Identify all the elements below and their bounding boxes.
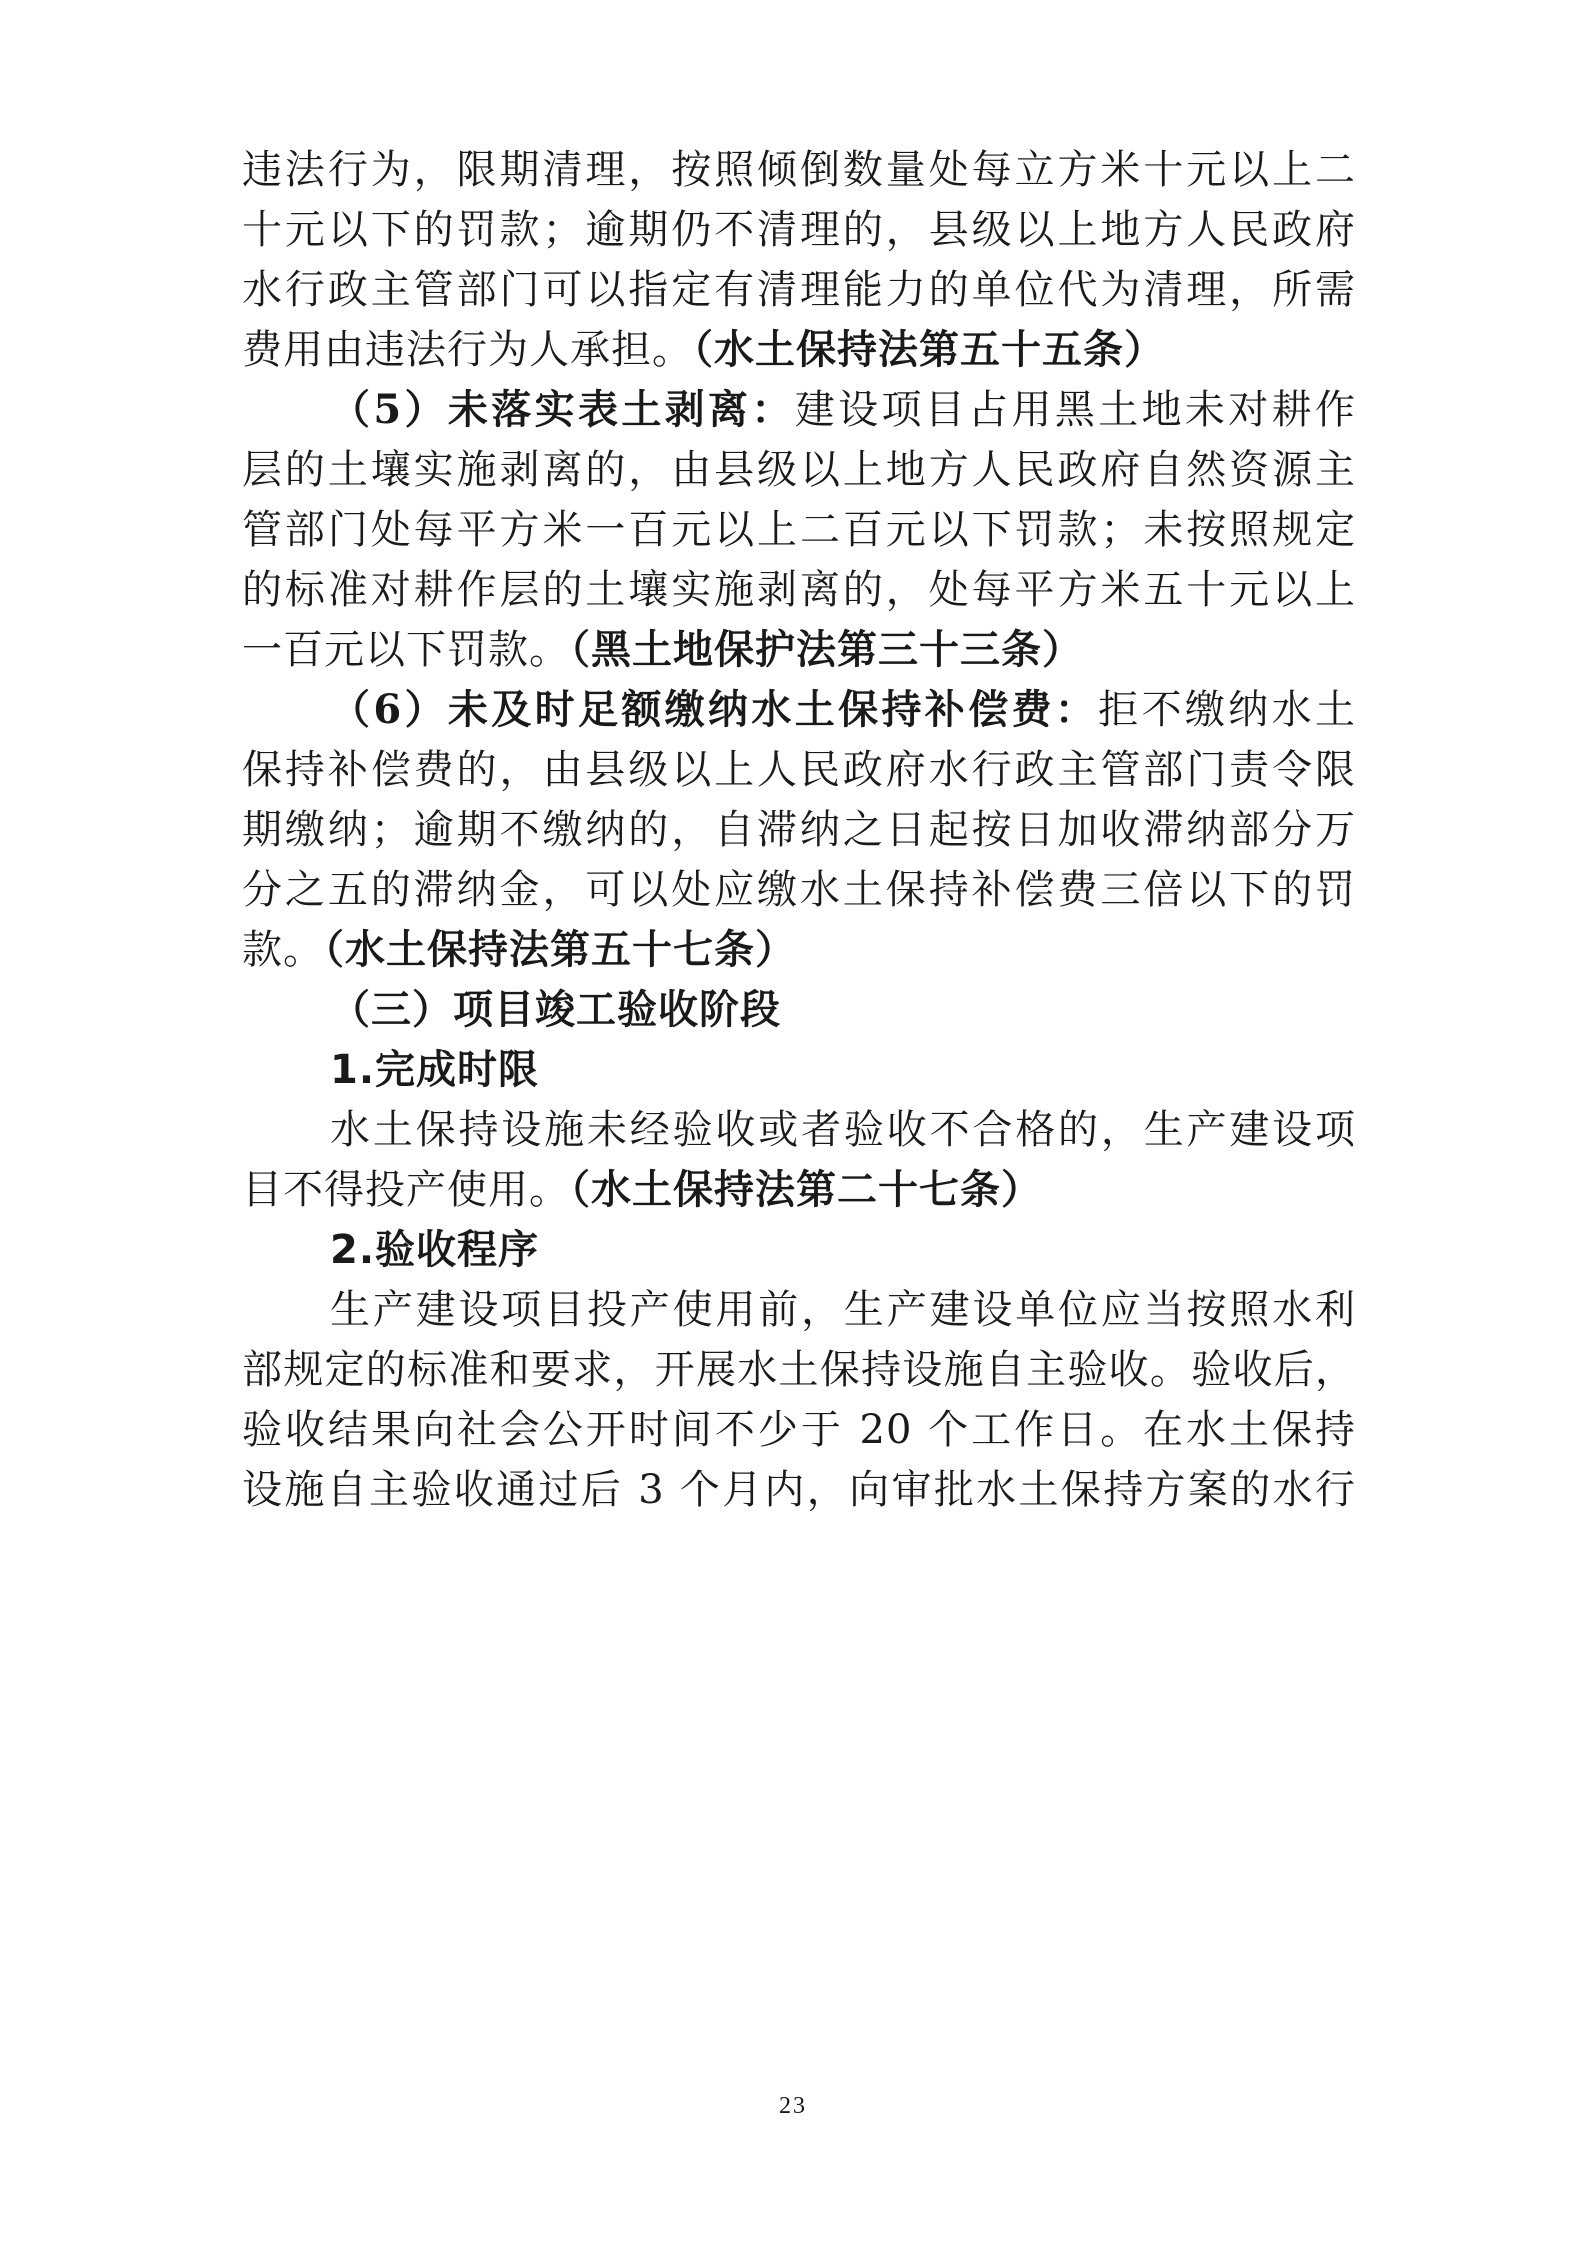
line-text: 水土保持设施未经验收或者验收不合格的，生产建设项 xyxy=(330,1107,1356,1153)
line-text: 设施自主验收通过后 3 个月内，向审批水土保持方案的水行 xyxy=(242,1467,1356,1513)
item-label: （5）未落实表土剥离： xyxy=(330,386,795,433)
legal-reference: （水土保持法第二十七条） xyxy=(570,1166,1042,1213)
line-text: 款。 xyxy=(242,927,324,973)
legal-reference: （水土保持法第五十五条） xyxy=(693,326,1165,373)
line-text: 违法行为，限期清理，按照倾倒数量处每立方米十元以上二 xyxy=(242,147,1356,193)
text-line-6 xyxy=(242,447,1356,493)
legal-reference: （水土保持法第五十七条） xyxy=(324,926,796,973)
text-line-4 xyxy=(242,326,1356,373)
line-text: 生产建设项目投产使用前，生产建设单位应当按照水利 xyxy=(330,1287,1356,1333)
text-line-18 xyxy=(242,1166,1356,1213)
line-text: 目不得投产使用。 xyxy=(242,1167,570,1213)
text-line-8 xyxy=(242,567,1356,613)
line-text: 拒不缴纳水土 xyxy=(1098,687,1356,733)
text-line-2 xyxy=(242,207,1356,253)
text-line-9 xyxy=(242,626,1356,673)
text-line-5 xyxy=(330,386,1356,433)
line-text: 分之五的滞纳金，可以处应缴水土保持补偿费三倍以下的罚 xyxy=(242,867,1356,913)
line-text: 部规定的标准和要求，开展水土保持设施自主验收。验收后， xyxy=(242,1347,1356,1393)
text-line-17 xyxy=(330,1107,1356,1153)
heading-text: 1.完成时限 xyxy=(330,1047,540,1093)
line-text: 建设项目占用黑土地未对耕作 xyxy=(794,387,1356,433)
text-line-21 xyxy=(242,1347,1356,1393)
line-text: 验收结果向社会公开时间不少于 20 个工作日。在水土保持 xyxy=(242,1407,1356,1453)
page-number: 23 xyxy=(779,2093,807,2119)
text-line-13 xyxy=(242,867,1356,913)
text-line-7 xyxy=(242,507,1356,553)
legal-reference: （黑土地保护法第三十三条） xyxy=(570,626,1083,673)
text-line-11 xyxy=(242,747,1356,793)
section-heading xyxy=(330,987,1356,1033)
text-line-14 xyxy=(242,926,1356,973)
line-text: 管部门处每平方米一百元以上二百元以下罚款；未按照规定 xyxy=(242,507,1356,553)
text-line-3 xyxy=(242,267,1356,313)
text-line-10 xyxy=(330,686,1356,733)
line-text: 层的土壤实施剥离的，由县级以上地方人民政府自然资源主 xyxy=(242,447,1356,493)
line-text: 的标准对耕作层的土壤实施剥离的，处每平方米五十元以上 xyxy=(242,567,1356,613)
text-line-12 xyxy=(242,807,1356,853)
line-text: 期缴纳；逾期不缴纳的，自滞纳之日起按日加收滞纳部分万 xyxy=(242,807,1356,853)
line-text: 保持补偿费的，由县级以上人民政府水行政主管部门责令限 xyxy=(242,747,1356,793)
line-text: 水行政主管部门可以指定有清理能力的单位代为清理，所需 xyxy=(242,267,1356,313)
item-label: （6）未及时足额缴纳水土保持补偿费： xyxy=(330,686,1099,733)
text-line-23 xyxy=(242,1467,1356,1513)
line-text: 十元以下的罚款；逾期仍不清理的，县级以上地方人民政府 xyxy=(242,207,1356,253)
text-line-22 xyxy=(242,1407,1356,1453)
heading-text: （三）项目竣工验收阶段 xyxy=(330,987,781,1033)
text-line-1 xyxy=(242,147,1356,193)
line-text: 一百元以下罚款。 xyxy=(242,627,570,673)
heading-text: 2.验收程序 xyxy=(330,1227,540,1273)
subsection-heading-1 xyxy=(330,1047,1356,1093)
text-line-20 xyxy=(330,1287,1356,1333)
line-text: 费用由违法行为人承担。 xyxy=(242,327,693,373)
subsection-heading-2 xyxy=(330,1227,1356,1273)
